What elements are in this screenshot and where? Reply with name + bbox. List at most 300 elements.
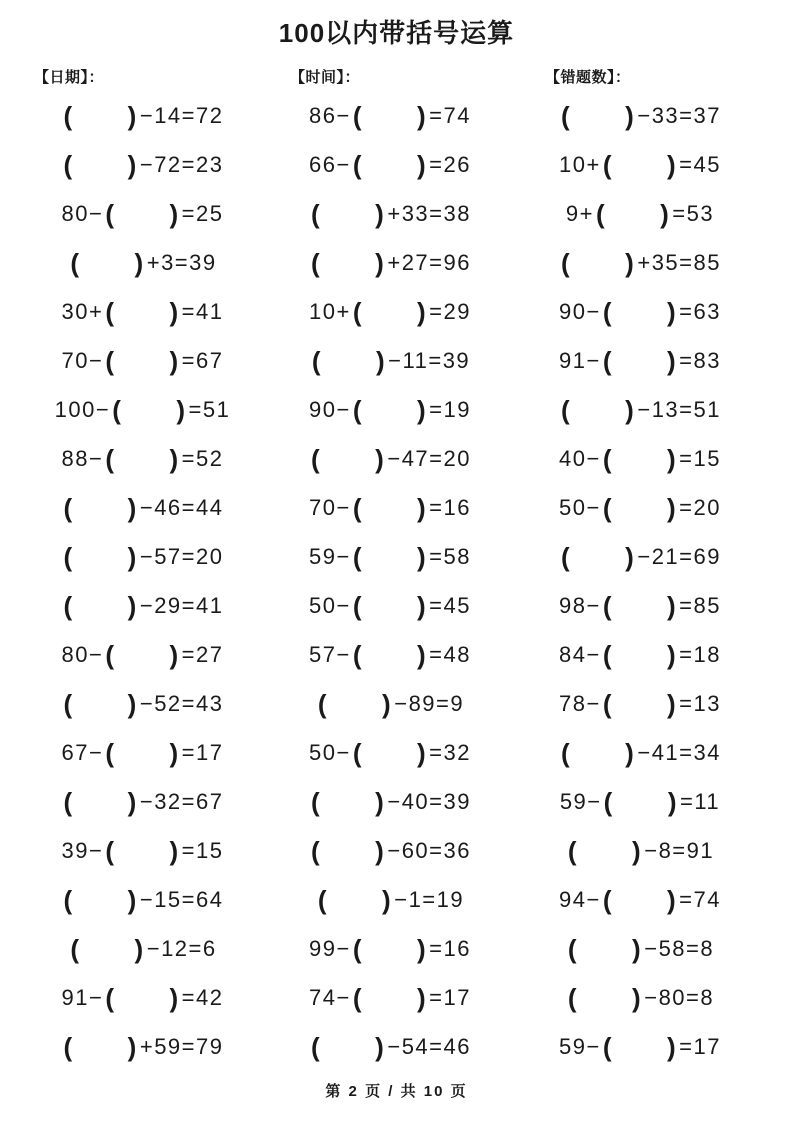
open-paren: ( [602,640,613,670]
open-paren: ( [63,689,74,719]
problem-suffix: −41=34 [637,740,721,765]
close-paren: ) [667,493,678,523]
open-paren: ( [105,640,116,670]
problem-suffix: =53 [672,201,715,226]
close-paren: ) [127,101,138,131]
problem-suffix: =52 [181,446,224,471]
problem-prefix: 70− [309,495,351,520]
problem-suffix: −57=20 [139,544,224,569]
open-paren: ( [317,689,329,719]
problem-suffix: =74 [429,103,471,128]
answer-blank [124,416,174,417]
answer-blank [615,171,665,172]
problem-suffix: =15 [181,838,224,863]
problem-suffix: =17 [181,740,224,765]
open-paren: ( [311,787,322,817]
close-paren: ) [375,836,386,866]
open-paren: ( [567,836,579,866]
problem-suffix: −33=37 [637,103,721,128]
close-paren: ) [127,542,138,572]
close-paren: ) [417,101,428,131]
problem-cell [309,297,471,328]
open-paren: ( [595,199,607,229]
close-paren: ) [632,983,643,1013]
close-paren: ) [660,199,671,229]
problem-suffix: =26 [429,152,471,177]
close-paren: ) [417,493,428,523]
problem-suffix: =19 [429,397,471,422]
open-paren: ( [317,885,329,915]
open-paren: ( [602,1032,613,1062]
problem-cell [309,493,471,524]
problem-suffix: =83 [679,348,721,373]
problem-cell [309,1032,471,1063]
close-paren: ) [127,885,138,915]
problem-suffix: =85 [679,593,721,618]
close-paren: ) [632,934,643,964]
close-paren: ) [375,1032,386,1062]
answer-blank [615,661,665,662]
problem-prefix: 80− [61,201,104,226]
problem-suffix: −29=41 [139,593,224,618]
open-paren: ( [105,346,116,376]
problem-suffix: =42 [181,985,224,1010]
problem-cell [62,689,224,720]
problem-cell [310,346,470,377]
problem-cell [559,640,721,671]
problem-prefix: 100− [54,397,111,422]
answer-blank [573,269,623,270]
close-paren: ) [134,248,145,278]
problem-prefix: 99− [309,936,351,961]
problem-suffix: −52=43 [139,691,224,716]
close-paren: ) [667,787,678,817]
open-paren: ( [561,395,572,425]
open-paren: ( [311,444,322,474]
problem-cell [62,297,224,328]
problem-cell [559,542,721,573]
problem-suffix: −54=46 [387,1034,471,1059]
problem-cell [55,395,231,426]
open-paren: ( [63,101,74,131]
problem-cell [559,591,721,622]
problem-suffix: =51 [188,397,231,422]
open-paren: ( [352,101,363,131]
answer-blank [76,808,126,809]
open-paren: ( [311,1032,322,1062]
problem-cell [559,689,721,720]
problem-suffix: =67 [181,348,224,373]
answer-blank [118,220,168,221]
answer-blank [615,465,665,466]
problem-suffix: =27 [181,642,224,667]
answer-blank [330,710,380,711]
answer-blank [323,465,373,466]
open-paren: ( [105,297,116,327]
problem-suffix: =17 [679,1034,721,1059]
problem-cell [559,738,721,769]
problem-suffix: =18 [679,642,721,667]
open-paren: ( [567,934,579,964]
answer-blank [615,367,665,368]
open-paren: ( [311,836,322,866]
problem-cell [68,248,216,279]
answer-blank [76,514,126,515]
problem-prefix: 57− [309,642,351,667]
problem-cell [559,101,721,132]
page-number: 第 2 页 / 共 10 页 [325,1083,468,1100]
answer-blank [118,367,168,368]
answer-blank [330,906,380,907]
problem-cell [316,885,464,916]
close-paren: ) [127,150,138,180]
errors-label: 【错题数】： [545,68,631,86]
open-paren: ( [602,591,613,621]
problem-cell [309,444,471,475]
close-paren: ) [169,444,180,474]
close-paren: ) [169,346,180,376]
problem-suffix: =13 [679,691,721,716]
open-paren: ( [63,787,74,817]
problem-cell [309,787,471,818]
open-paren: ( [352,297,363,327]
problem-prefix: 88− [61,446,104,471]
open-paren: ( [63,150,74,180]
problem-cell [62,444,224,475]
close-paren: ) [134,934,145,964]
close-paren: ) [169,836,180,866]
problem-suffix: +33=38 [387,201,471,226]
open-paren: ( [602,297,613,327]
problem-cell [62,150,224,181]
open-paren: ( [561,542,572,572]
close-paren: ) [625,101,636,131]
page-title: 100以内带括号运算 [278,18,515,48]
open-paren: ( [311,199,322,229]
answer-blank [323,1053,373,1054]
close-paren: ) [667,444,678,474]
problem-suffix: =29 [429,299,471,324]
answer-blank [365,1004,415,1005]
problem-suffix: =41 [181,299,224,324]
problem-cell [309,542,471,573]
problem-suffix: −80=8 [644,985,715,1010]
close-paren: ) [417,297,428,327]
problem-cell [566,983,714,1014]
problem-cell [559,493,721,524]
open-paren: ( [63,591,74,621]
close-paren: ) [667,689,678,719]
problem-cell [309,395,471,426]
open-paren: ( [603,787,614,817]
problem-cell [559,444,721,475]
open-paren: ( [602,444,613,474]
close-paren: ) [417,640,428,670]
answer-blank [365,612,415,613]
problem-cell [559,885,721,916]
close-paren: ) [625,542,636,572]
close-paren: ) [667,640,678,670]
open-paren: ( [602,346,613,376]
problem-cell [309,934,471,965]
problem-prefix: 40− [559,446,601,471]
open-paren: ( [352,983,363,1013]
answer-blank [83,955,133,956]
answer-blank [580,955,630,956]
answer-blank [615,906,665,907]
problem-cell [559,1032,721,1063]
problem-prefix: 91− [559,348,601,373]
close-paren: ) [169,983,180,1013]
answer-blank [573,759,623,760]
problem-suffix: +59=79 [139,1034,224,1059]
problem-suffix: −14=72 [139,103,224,128]
open-paren: ( [105,444,116,474]
open-paren: ( [105,983,116,1013]
answer-blank [324,367,374,368]
problem-suffix: −89=9 [394,691,465,716]
answer-blank [365,171,415,172]
problem-suffix: −40=39 [387,789,471,814]
problem-cell [566,199,714,230]
problem-suffix: −32=67 [139,789,224,814]
close-paren: ) [169,640,180,670]
answer-blank [615,318,665,319]
problem-cell [559,150,721,181]
problem-cell [309,640,471,671]
answer-blank [365,514,415,515]
problem-suffix: =11 [679,789,721,814]
answer-blank [76,906,126,907]
problem-suffix: =16 [429,495,471,520]
close-paren: ) [417,395,428,425]
open-paren: ( [105,738,116,768]
answer-blank [76,710,126,711]
open-paren: ( [63,885,74,915]
open-paren: ( [70,934,81,964]
open-paren: ( [602,689,613,719]
problem-cell [316,689,464,720]
problem-prefix: 59− [559,1034,601,1059]
meta-row [20,64,793,88]
open-paren: ( [311,248,322,278]
open-paren: ( [70,248,81,278]
close-paren: ) [667,591,678,621]
close-paren: ) [127,689,138,719]
close-paren: ) [169,738,180,768]
problem-cell [62,101,224,132]
problem-cell [62,983,224,1014]
problem-suffix: +3=39 [146,250,217,275]
close-paren: ) [127,787,138,817]
time-label: 【时间】： [290,68,361,86]
answer-blank [365,661,415,662]
problem-cell [560,787,720,818]
problem-cell [559,395,721,426]
answer-blank [323,220,373,221]
open-paren: ( [352,738,363,768]
problem-suffix: −8=91 [644,838,715,863]
answer-blank [365,759,415,760]
problem-cell [62,493,224,524]
close-paren: ) [667,885,678,915]
problem-prefix: 50− [309,593,351,618]
problem-cell [62,885,224,916]
open-paren: ( [63,542,74,572]
problem-prefix: 59− [559,789,602,814]
open-paren: ( [561,738,572,768]
problem-cell [62,542,224,573]
answer-blank [76,171,126,172]
open-paren: ( [602,493,613,523]
answer-blank [573,122,623,123]
close-paren: ) [667,346,678,376]
problem-prefix: 10+ [309,299,351,324]
problem-suffix: =74 [679,887,721,912]
problem-suffix: =48 [429,642,471,667]
answer-blank [365,563,415,564]
problem-suffix: =15 [679,446,721,471]
problem-suffix: =45 [429,593,471,618]
problem-prefix: 50− [309,740,351,765]
close-paren: ) [176,395,187,425]
problem-prefix: 91− [61,985,104,1010]
answer-blank [365,318,415,319]
close-paren: ) [625,248,636,278]
close-paren: ) [127,1032,138,1062]
problem-prefix: 94− [559,887,601,912]
close-paren: ) [667,150,678,180]
problem-cell [309,591,471,622]
close-paren: ) [382,689,393,719]
close-paren: ) [625,395,636,425]
open-paren: ( [561,248,572,278]
answer-blank [615,710,665,711]
answer-blank [118,1004,168,1005]
problem-prefix: 59− [309,544,351,569]
open-paren: ( [352,542,363,572]
problem-cell [309,248,471,279]
problem-prefix: 67− [61,740,104,765]
answer-blank [573,416,623,417]
open-paren: ( [352,934,363,964]
problem-suffix: =16 [429,936,471,961]
problem-cell [309,738,471,769]
problem-prefix: 39− [61,838,104,863]
answer-blank [580,1004,630,1005]
open-paren: ( [567,983,579,1013]
problem-cell [62,738,224,769]
problem-suffix: +27=96 [387,250,471,275]
answer-blank [365,122,415,123]
problem-prefix: 98− [559,593,601,618]
close-paren: ) [375,199,386,229]
close-paren: ) [667,297,678,327]
answer-blank [118,318,168,319]
problem-prefix: 80− [61,642,104,667]
problem-prefix: 86− [309,103,351,128]
open-paren: ( [352,150,363,180]
problem-suffix: =25 [181,201,224,226]
problem-prefix: 10+ [559,152,601,177]
answer-blank [118,759,168,760]
open-paren: ( [602,885,613,915]
close-paren: ) [667,1032,678,1062]
problem-prefix: 9+ [565,201,594,226]
open-paren: ( [105,199,116,229]
problem-cell [559,297,721,328]
problem-cell [62,640,224,671]
answer-blank [365,416,415,417]
close-paren: ) [127,591,138,621]
problem-suffix: −47=20 [387,446,471,471]
problem-prefix: 50− [559,495,601,520]
close-paren: ) [375,444,386,474]
problem-cell [309,836,471,867]
problem-suffix: =17 [429,985,471,1010]
problem-suffix: −60=36 [387,838,471,863]
open-paren: ( [352,493,363,523]
answer-blank [323,269,373,270]
problem-cell [309,983,471,1014]
close-paren: ) [375,346,387,376]
answer-blank [118,661,168,662]
close-paren: ) [417,542,428,572]
open-paren: ( [63,1032,74,1062]
answer-blank [83,269,133,270]
problem-prefix: 84− [559,642,601,667]
open-paren: ( [352,395,363,425]
problem-suffix: −21=69 [637,544,721,569]
close-paren: ) [127,493,138,523]
answer-blank [365,955,415,956]
problem-suffix: =63 [679,299,721,324]
close-paren: ) [375,248,386,278]
close-paren: ) [632,836,643,866]
problem-cell [309,101,471,132]
close-paren: ) [417,983,428,1013]
problem-prefix: 30+ [61,299,104,324]
problem-suffix: −1=19 [394,887,465,912]
problem-suffix: =58 [429,544,471,569]
open-paren: ( [112,395,123,425]
problem-cell [309,150,471,181]
problem-suffix: =32 [429,740,471,765]
problem-suffix: −72=23 [139,152,224,177]
close-paren: ) [375,787,386,817]
problem-cell [559,346,721,377]
close-paren: ) [417,934,428,964]
problem-cell [62,346,224,377]
problem-cell [62,591,224,622]
answer-blank [76,563,126,564]
close-paren: ) [382,885,393,915]
close-paren: ) [417,738,428,768]
open-paren: ( [352,640,363,670]
problem-suffix: −46=44 [139,495,224,520]
close-paren: ) [417,150,428,180]
answer-blank [76,1053,126,1054]
open-paren: ( [352,591,363,621]
answer-blank [615,1053,665,1054]
problem-suffix: =20 [679,495,721,520]
open-paren: ( [561,101,572,131]
answer-blank [118,857,168,858]
answer-blank [616,808,666,809]
problem-suffix: =45 [679,152,721,177]
problem-prefix: 74− [309,985,351,1010]
problem-suffix: −13=51 [637,397,721,422]
